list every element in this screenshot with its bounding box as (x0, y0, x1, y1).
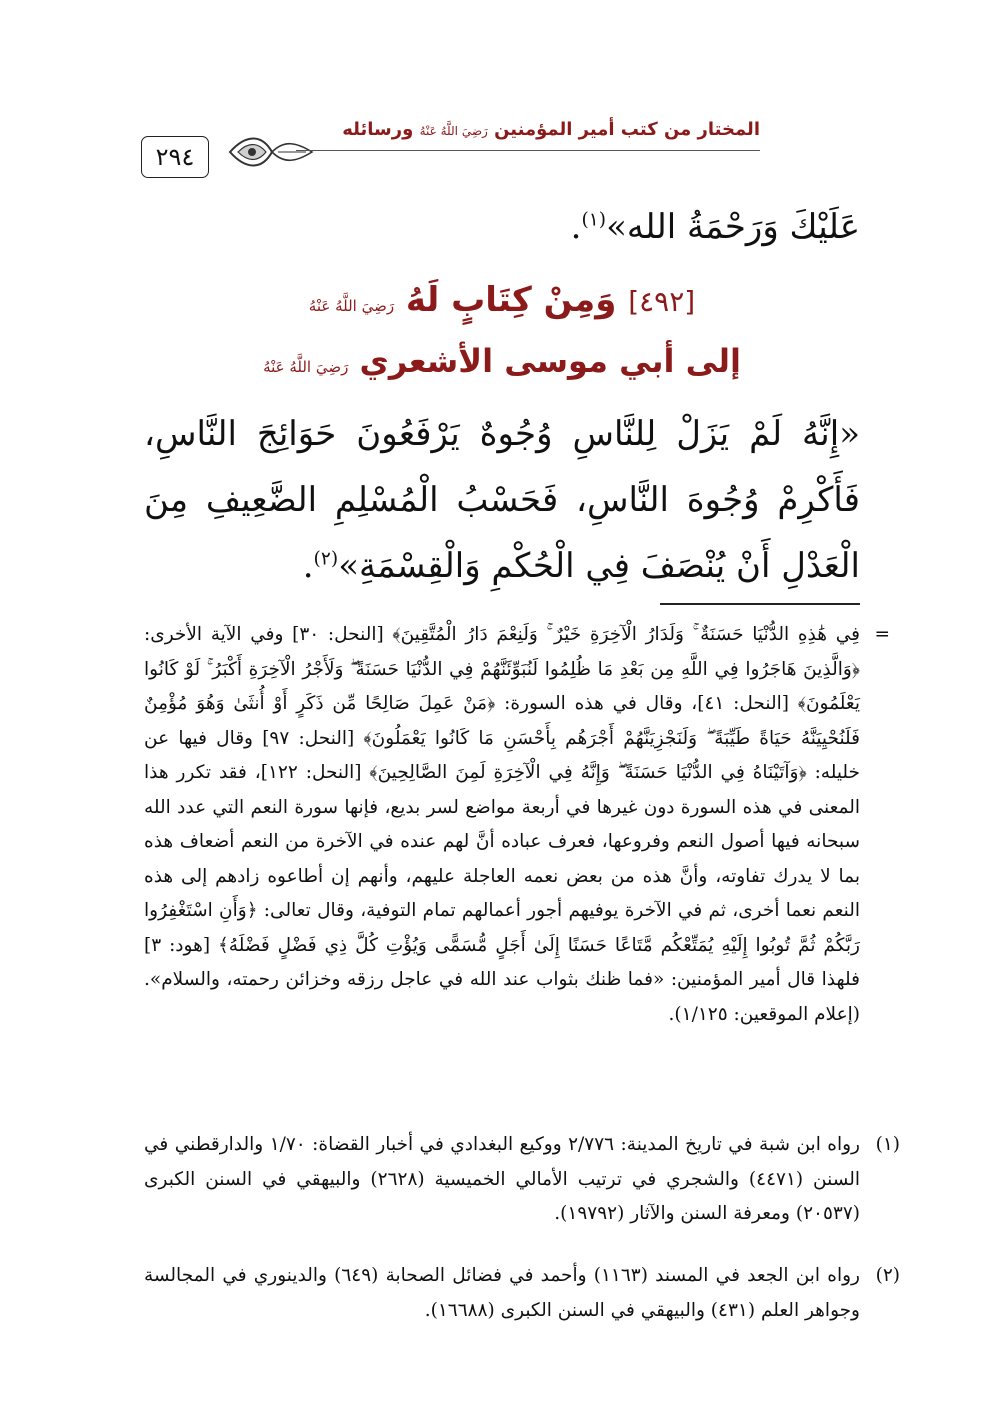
previous-letter-end: . (570, 207, 582, 247)
footnote-divider (660, 603, 860, 605)
letter-recipient: إلى أبي موسى الأشعري (359, 342, 741, 380)
letter-body: «إِنَّهُ لَمْ يَزَلْ لِلنَّاسِ وُجُوهٌ يَرْفَعُونَ حَوَائِجَ النَّاسِ، فَأَكْرِمْ وُجُوهَ النَّاسِ، فَحَسْبُ الْمُسْلِمِ الضَّعِيفِ مِنَ الْعَدْلِ أَنْ يُنْصَفَ فِي الْحُكْمِ وَالْقِسْمَةِ» (144, 414, 860, 586)
previous-letter-ending (144, 196, 860, 259)
footnote-ref-1: (١) (581, 209, 607, 231)
footnote-1-text: رواه ابن شبة في تاريخ المدينة: ٢/٧٧٦ ووكيع البغدادي في أخبار القضاة: ١/٧٠ والدارقطني في السنن (٤٤٧١) والشجري في ترتيب الأمالي الخميسية (٢٦٢٨) والبيهقي في السنن الكبرى (٢٠٥٣٧) ومعرفة السنن والآثار (١٩٧٩٢). (144, 1134, 860, 1224)
letter-heading-honorific: رَضِيَ اللَّهُ عَنْهُ (308, 297, 395, 315)
letter-end: . (302, 546, 314, 586)
header-title-suffix: ورسائله (342, 119, 414, 140)
footnote-ref-2: (٢) (313, 548, 339, 570)
footnote-2-text: رواه ابن الجعد في المسند (١١٦٣) وأحمد في فضائل الصحابة (٦٤٩) والدينوري في المجالسة وجواهر العلم (٤٣١) والبيهقي في السنن الكبرى (١٦٦٨٨). (144, 1265, 860, 1321)
header-honorific: رَضِيَ اللَّهُ عَنْهُ (419, 124, 488, 138)
letter-text (144, 401, 860, 599)
footnote-2 (144, 1259, 900, 1328)
letter-recipient-line (140, 342, 864, 380)
running-header (240, 119, 760, 140)
page-number: ٢٩٤ (141, 136, 209, 178)
header-title: المختار من كتب أمير المؤمنين (494, 119, 760, 140)
letter-heading-text: وَمِنْ كِتَابٍ لَهُ (405, 280, 617, 320)
footnote-continuation (144, 618, 890, 1032)
letter-heading (140, 280, 864, 320)
footnote-2-label: (٢) (875, 1265, 900, 1286)
footnote-1 (144, 1128, 900, 1232)
continuation-mark: = (874, 624, 890, 645)
letter-number: [٤٩٢] (628, 285, 696, 318)
header-rule (296, 150, 760, 151)
footnote-1-label: (١) (875, 1134, 900, 1155)
footnote-continuation-text: فِي هَٰذِهِ الدُّنْيَا حَسَنَةٌ ۚ وَلَدَارُ الْآخِرَةِ خَيْرٌ ۚ وَلَنِعْمَ دَارُ الْمُتَّقِينَ﴾ [النحل: ٣٠] وفي الآية الأخرى: ﴿وَالَّذِينَ هَاجَرُوا فِي اللَّهِ مِن بَعْدِ مَا ظُلِمُوا لَنُبَوِّئَنَّهُمْ فِي الدُّنْيَا حَسَنَةً ۖ وَلَأَجْرُ الْآخِرَةِ أَكْبَرُ ۚ لَوْ كَانُوا يَعْلَمُونَ﴾ [النحل: ٤١]، وقال في هذه السورة: ﴿مَنْ عَمِلَ صَالِحًا مِّن ذَكَرٍ أَوْ أُنثَىٰ وَهُوَ مُؤْمِنٌ فَلَنُحْيِيَنَّهُ حَيَاةً طَيِّبَةً ۖ وَلَنَجْزِيَنَّهُمْ أَجْرَهُم بِأَحْسَنِ مَا كَانُوا يَعْمَلُونَ﴾ [النحل: ٩٧] وقال فيها عن خليله: ﴿وَآتَيْنَاهُ فِي الدُّنْيَا حَسَنَةً ۖ وَإِنَّهُ فِي الْآخِرَةِ لَمِنَ الصَّالِحِينَ﴾ [النحل: ١٢٢]، فقد تكرر هذا المعنى في هذه السورة دون غيرها في أربعة مواضع لسر بديع، فإنها سورة النعم التي عدد الله سبحانه فيها أصول النعم وفروعها، فعرف عباده أنَّ لهم عنده في الآخرة من النعم أضعاف هذه بما لا يدرك تفاوته، وأنَّ هذه من بعض نعمه العاجلة عليهم، وأنهم إن أطاعوه زادهم إلى هذه النعم نعما أخرى، ثم في الآخرة يوفيهم أجور أعمالهم تمام التوفية، وقال تعالى: ﴿وَأَنِ اسْتَغْفِرُوا رَبَّكُمْ ثُمَّ تُوبُوا إِلَيْهِ يُمَتِّعْكُم مَّتَاعًا حَسَنًا إِلَىٰ أَجَلٍ مُّسَمًّى وَيُؤْتِ كُلَّ ذِي فَضْلٍ فَضْلَهُ﴾ [هود: ٣] فلهذا قال أمير المؤمنين: «فما ظنك بثواب عند الله في عاجل رزقه وخزائن رحمته، والسلام». (إعلام الموقعين: ١/١٢٥). (144, 624, 861, 1025)
letter-recipient-honorific: رَضِيَ اللَّهُ عَنْهُ (263, 358, 349, 376)
previous-letter-text: عَلَيْكَ وَرَحْمَةُ الله» (606, 207, 860, 247)
